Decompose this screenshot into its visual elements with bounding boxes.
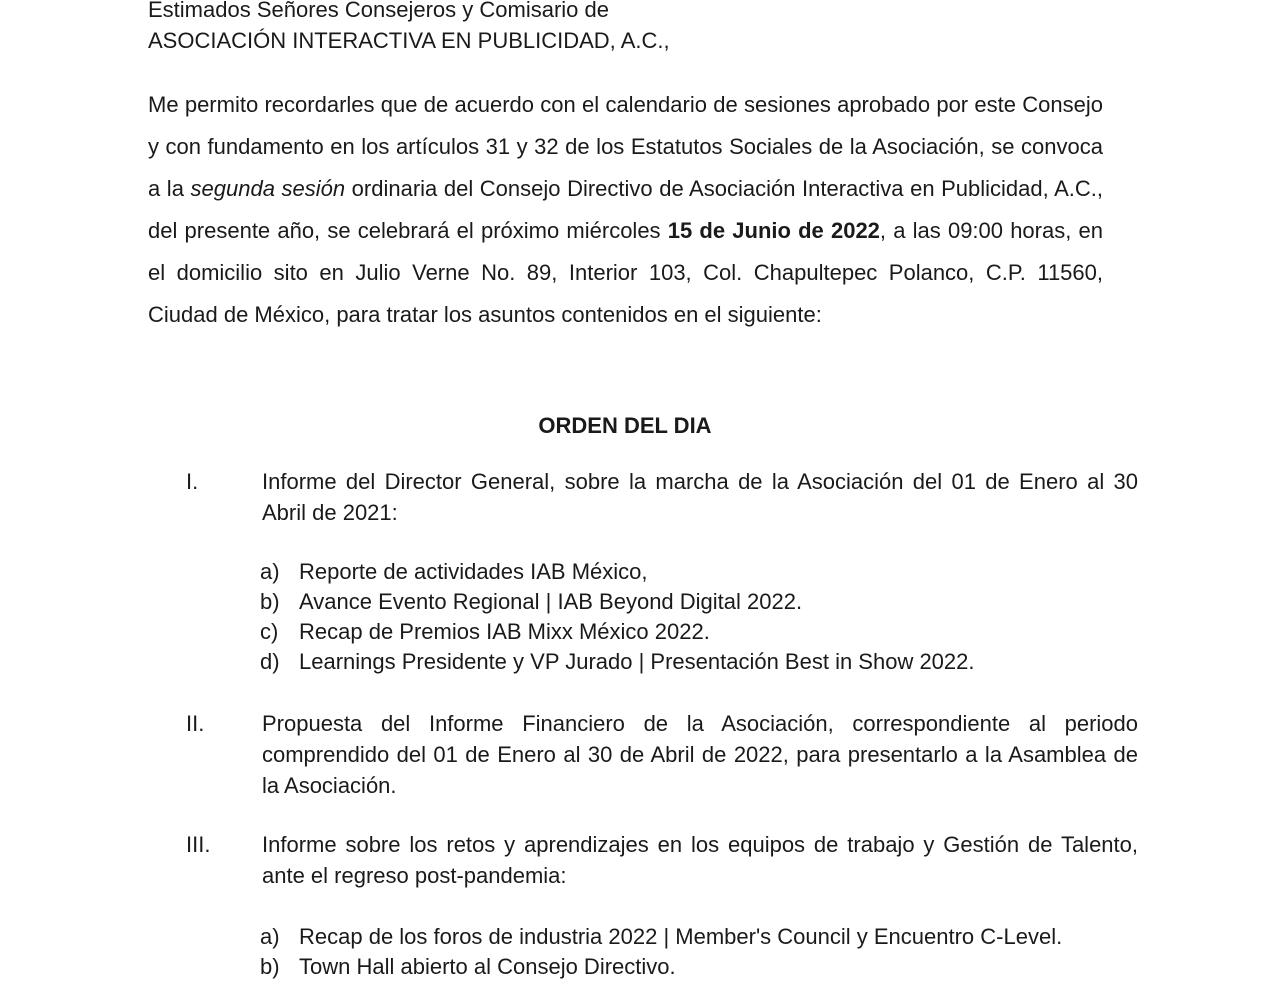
intro-italic-text: segunda sesión [190,176,346,201]
agenda-item-3-subitems [260,922,1160,982]
list-item-text: Learnings Presidente y VP Jurado | Presentación Best in Show 2022. [299,649,975,674]
agenda-item-text: Propuesta del Informe Financiero de la Asociación, correspondiente al periodo comprendido del 01 de Enero al 30 de Abril de 2022, para presentarlo a la Asamblea de la Asociación. [262,711,1138,798]
list-item-letter: a) [260,559,280,584]
agenda-title: ORDEN DEL DIA [538,413,712,438]
list-item-text: Avance Evento Regional | IAB Beyond Digital 2022. [299,589,803,614]
agenda-item-numeral: III. [186,832,211,857]
list-item [260,647,1160,677]
list-item-letter: c) [260,619,279,644]
list-item-letter: d) [260,649,280,674]
salutation-line-1: Estimados Señores Consejeros y Comisario de [148,0,609,22]
agenda-item-numeral: I. [186,469,199,494]
list-item-letter: b) [260,589,280,614]
salutation [148,0,1148,56]
intro-text-1: Me permito recordarles que de acuerdo con el calendario de sesiones aprobado por este Consejo y con fundamento en los artículos 31 y 32 de los Estatutos Sociales de la Asociación, se convoca a la [148,92,1103,201]
list-item-text: Recap de Premios IAB Mixx México 2022. [299,619,710,644]
list-item-text: Town Hall abierto al Consejo Directivo. [299,954,676,979]
agenda-item-text: Informe del Director General, sobre la marcha de la Asociación del 01 de Enero al 30 Abril de 2021: [262,469,1138,525]
list-item-letter: a) [260,924,280,949]
agenda-item-text: Informe sobre los retos y aprendizajes en los equipos de trabajo y Gestión de Talento, ante el regreso post-pandemia: [262,832,1138,888]
list-item [260,952,1160,982]
list-item [260,922,1160,952]
intro-text-3: , a las 09:00 horas, en el domicilio sito en Julio Verne No. 89, Interior 103, Col. Chapultepec Polanco, C.P. 11560, Ciudad de México, para tratar los asuntos contenidos en el siguiente: [148,218,1103,327]
list-item-letter: b) [260,954,280,979]
salutation-line-2: ASOCIACIÓN INTERACTIVA EN PUBLICIDAD, A.C., [148,28,670,53]
agenda-item-1-subitems [260,557,1160,677]
list-item [260,617,1160,647]
list-item [260,557,1160,587]
intro-text-2: ordinaria del Consejo Directivo de Asociación Interactiva en Publicidad, A.C., del presente año, se celebrará el próximo miércoles [148,176,1104,243]
intro-date: 15 de Junio de 2022 [667,218,880,243]
list-item [260,587,1160,617]
intro-paragraph [148,84,1103,336]
list-item-text: Reporte de actividades IAB México, [299,559,648,584]
list-item-text: Recap de los foros de industria 2022 | Member's Council y Encuentro C-Level. [299,924,1063,949]
agenda-item-numeral: II. [186,711,205,736]
